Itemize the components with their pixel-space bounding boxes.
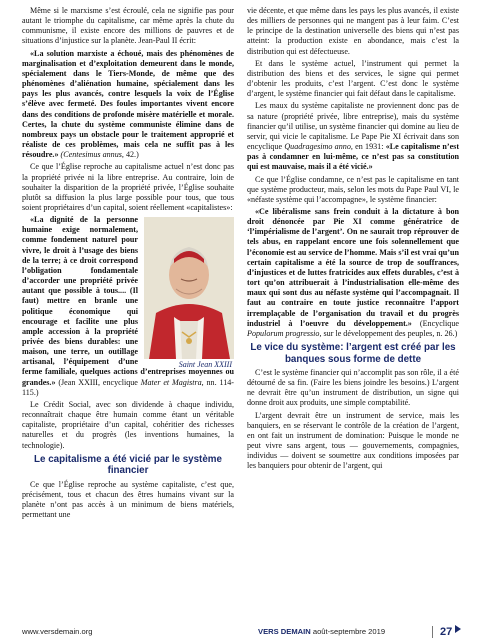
- paragraph: L’argent devrait être un instrument de service, mais les banquiers, en se réservant le contrôle de la création de l’argent, en ont fait un instrument de domination: Puisque le monde ne peut vivre sans argent, tous — gouvernements, compagnies, individus — doivent se soumettre aux conditions imposées par les banquiers pour obtenir de l’argent, qui: [247, 410, 459, 471]
- paragraph: Et dans le système actuel, l’instrument qui permet la distribution des biens et des services, le signe qui permet d’obtenir les produits, c’est l’argent. C’est donc le système d’argent, le système financier qui fait défaut dans le capitalisme.: [247, 58, 459, 99]
- paragraph: Ce que l’Église reproche au système capitaliste, c’est que, précisément, tous et chacun des êtres humains vivant sur la planète n’ont pas accès à un minimum de biens matériels, permettant une: [22, 479, 234, 520]
- paragraph: C’est le système financier qui n’accomplit pas son rôle, il a été détourné de sa fin. (Faire les biens joindre les besoins.) L’argent ne devrait être qu’un instrument de distribution, un signe qui donne droit aux produits, une simple comptabilité.: [247, 368, 459, 408]
- quote-john-xxiii: «La dignité de la personne humaine exige normalement, comme fondement naturel pour vivre, le droit à l’usage des biens de la terre; à ce droit correspond l’obligation fondamentale d’accorder une propriété privée autant que possible à tous.... (Il faut) mettre en branle une politique économique qui encourage et facilite une plus ample accession à la propriété privée des biens durables: une maison, une terre, un outillage artisanal, l’équipement d’une ferme familiale, quelques actions d’entreprises moyennes ou grandes.» (Jean XXIII, encyclique Mater et Magistra, nn. 114-115.): [22, 215, 234, 397]
- quote-paul-vi: «Ce libéralisme sans frein conduit à la dictature à bon droit dénoncée par Pie XI comme génératrice de ‘l’impérialisme de l’argent’. On ne saurait trop réprouver de tels abus, en rappelant encore une fois solennellement que l’économie est au service de l’homme. Mais s’il est vrai qu’un certain capitalisme a été la source de trop de souffrances, d’injustices et de luttes fratricides aux effets durables, c’est à tort qu’on attribuerait à l’industrialisation elle-même des maux qui sont dus au néfaste système qui l’accompagnait. Il faut au contraire en toute justice reconnaître l’apport irremplaçable de l’organisation du travail et du progrès industriel à l’oeuvre du développement.» (Encyclique Populorum progressio, sur le développement des peuples, n. 26.): [247, 206, 459, 338]
- left-column: [22, 6, 234, 522]
- portrait-image: [144, 217, 234, 369]
- website-link[interactable]: www.versdemain.org: [22, 627, 93, 636]
- page-number: 27: [440, 626, 453, 638]
- paragraph: Ce que l’Église reproche au capitalisme actuel n’est donc pas la propriété privée ni la libre entreprise. Au contraire, loin de souhaiter la disparition de la propriété privée, l’Église souhaite plutôt sa diffusion la plus large possible pour tous, que tous soient propriétaires d’un capital, soient réellement «capitalistes»:: [22, 162, 234, 212]
- paragraph: Le Crédit Social, avec son dividende à chaque individu, reconnaîtrait chaque être humain comme étant un véritable capitaliste, propriétaire d’un capital, cohéritier des richesses naturelles et du progrès (les inventions humaines, la technologie).: [22, 399, 234, 450]
- quote-john-paul-ii: «La solution marxiste a échoué, mais des phénomènes de marginalisation et d’exploitation demeurent dans le monde, spécialement dans le Tiers-Monde, de même que des phénomènes d’aliénation humaine, spécialement dans les pays les plus avancés, contre lesquels la voix de l’Église s’élève avec fermeté. Des foules importantes vivent encore dans des conditions de profonde misère matérielle et morale. Certes, la chute du système communiste élimine dans de nombreux pays un obstacle pour le traitement approprié et réaliste de ces problèmes, mais cela ne suffit pas à les résoudre.» (Centesimus annus, 42.): [22, 48, 234, 160]
- paragraph: Ce que l’Église condamne, ce n’est pas le capitalisme en tant que système producteur, mais, selon les mots du Pape Paul VI, le «néfaste système qui l’accompagne», le système financier:: [247, 174, 459, 204]
- page-footer: [0, 620, 480, 642]
- paragraph: Les maux du système capitaliste ne proviennent donc pas de sa nature (propriété privée, libre entreprise), mais du système financier qu’il utilise, un système financier qui domine au lieu de servir, qui vicie le capitalisme. Le Pape Pie XI écrivait dans son encyclique Quadragesimo anno, en 1931: «Le capitalisme n’est pas à condamner en lui-même, ce n’est pas sa constitution qui est mauvaise, mais il a été vicié.»: [247, 101, 460, 172]
- portrait-caption: Saint Jean XXIII: [178, 359, 232, 369]
- publication-info: VERS DEMAIN août-septembre 2019: [258, 627, 386, 636]
- continue-arrow-icon: [455, 625, 461, 633]
- section-heading: Le capitalisme a été vicié par le système financier: [34, 453, 222, 477]
- footer-divider: [432, 626, 433, 638]
- paragraph: vie décente, et que même dans les pays les plus avancés, il existe des milliers de personnes qui ne mangent pas à leur faim. C’est le principe de la destination universelle des biens qui n’est pas atteint: la production existe en abondance, mais c’est la distribution qui est défectueuse.: [247, 6, 459, 56]
- right-column: [247, 6, 459, 474]
- paragraph: Même si le marxisme s’est écroulé, cela ne signifie pas pour autant le triomphe du capitalisme, car même après la chute du communisme, il existe encore des millions de pauvres et de situations d’injustice sur la planète. Jean-Paul II écrit:: [22, 6, 234, 46]
- section-heading: Le vice du système: l’argent est créé par les banques sous forme de dette: [250, 342, 456, 365]
